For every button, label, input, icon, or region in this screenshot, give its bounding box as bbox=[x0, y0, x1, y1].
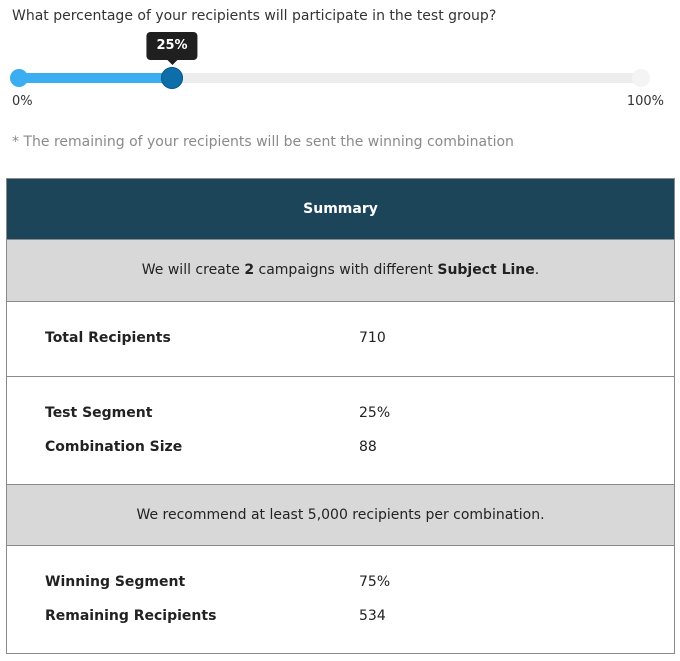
winning-segment-value: 75% bbox=[359, 574, 391, 590]
remaining-recipients-value: 534 bbox=[359, 608, 386, 624]
slider-fill bbox=[12, 73, 172, 83]
test-segment-label: Test Segment bbox=[45, 405, 153, 421]
campaign-field: Subject Line bbox=[437, 262, 535, 278]
total-recipients-label: Total Recipients bbox=[45, 330, 171, 346]
test-segment-row bbox=[7, 397, 674, 431]
summary-table bbox=[6, 178, 675, 654]
summary-title: Summary bbox=[7, 179, 674, 240]
slider-thumb[interactable] bbox=[161, 67, 183, 89]
slider-max-dot bbox=[632, 69, 650, 87]
remaining-recipients-row bbox=[7, 600, 674, 634]
campaign-info-band bbox=[7, 240, 674, 302]
campaign-count: 2 bbox=[244, 262, 255, 278]
slider-value-tooltip: 25% bbox=[146, 32, 197, 60]
test-section bbox=[7, 377, 674, 485]
winning-note: * The remaining of your recipients will be sent the winning combination bbox=[12, 134, 514, 150]
slider-max-label: 100% bbox=[626, 94, 664, 109]
question-text: What percentage of your recipients will participate in the test group? bbox=[12, 8, 497, 24]
test-group-slider[interactable] bbox=[12, 32, 664, 112]
slider-min-dot bbox=[10, 69, 28, 87]
slider-track[interactable] bbox=[12, 73, 644, 83]
campaign-text-prefix: We will create bbox=[141, 262, 245, 278]
campaign-text-middle: campaigns with different bbox=[254, 262, 438, 278]
recommendation-band: We recommend at least 5,000 recipients per combination. bbox=[7, 485, 674, 546]
campaign-text-suffix: . bbox=[534, 262, 540, 278]
combination-size-label: Combination Size bbox=[45, 439, 183, 455]
winning-segment-row bbox=[7, 566, 674, 600]
test-segment-value: 25% bbox=[359, 405, 391, 421]
combination-size-value: 88 bbox=[359, 439, 377, 455]
total-recipients-value: 710 bbox=[359, 330, 386, 346]
remaining-recipients-label: Remaining Recipients bbox=[45, 608, 217, 624]
slider-min-label: 0% bbox=[12, 94, 33, 109]
total-section bbox=[7, 302, 674, 377]
winning-section bbox=[7, 546, 674, 653]
total-recipients-row bbox=[7, 322, 674, 356]
combination-size-row bbox=[7, 431, 674, 465]
winning-segment-label: Winning Segment bbox=[45, 574, 186, 590]
